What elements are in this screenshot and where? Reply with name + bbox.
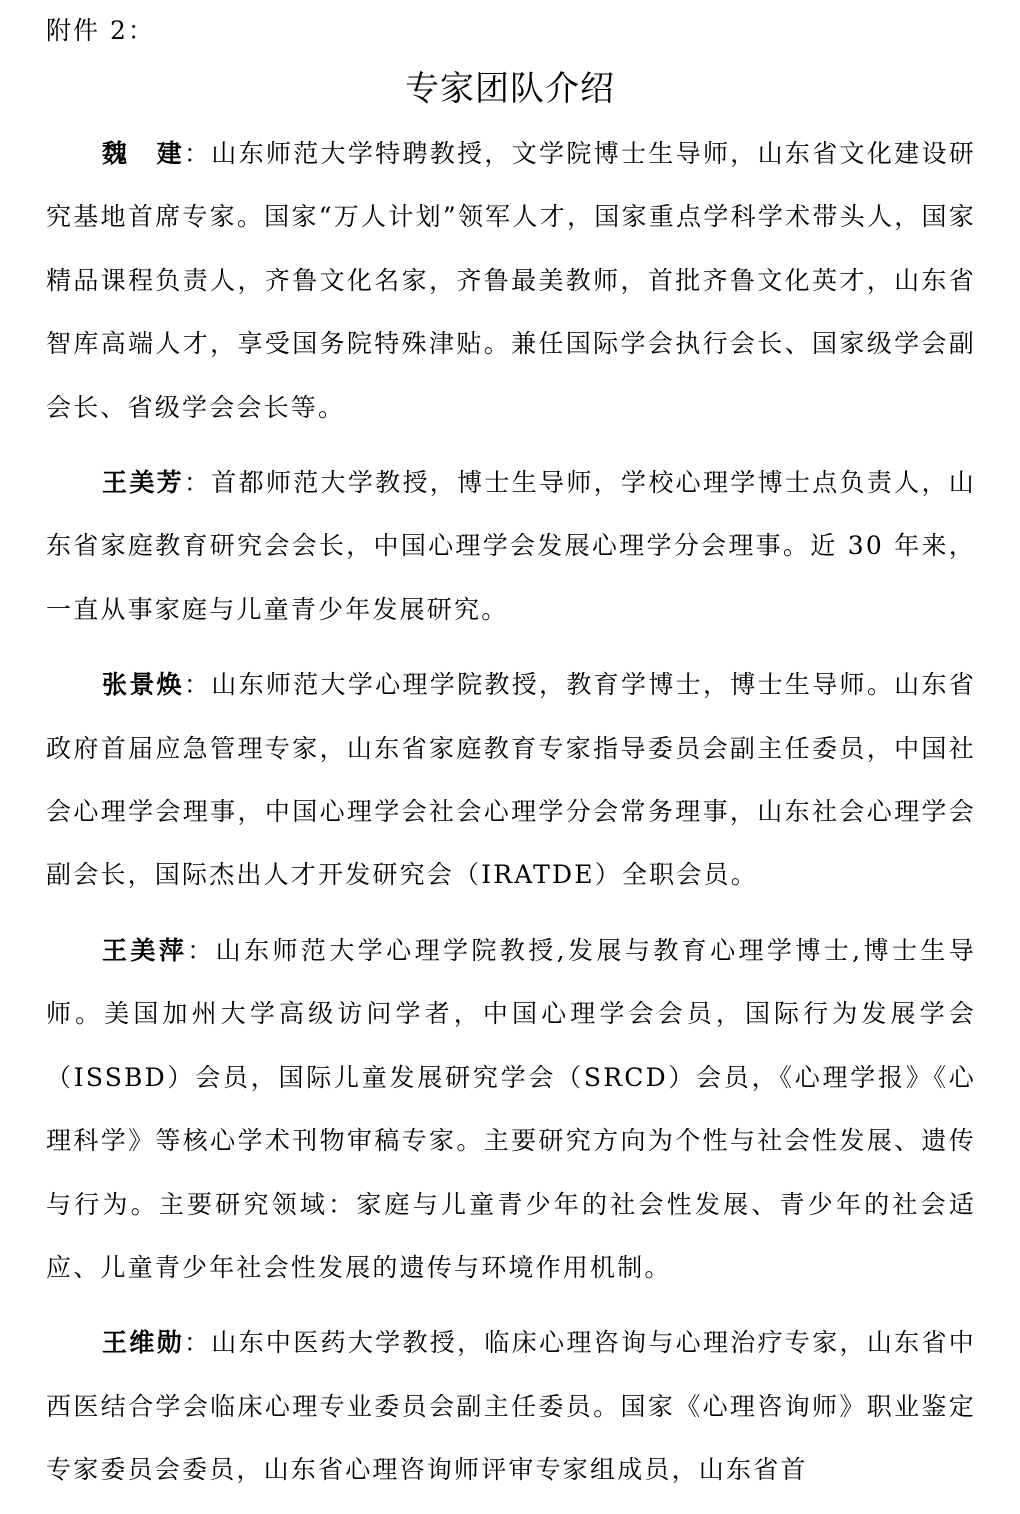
expert-name: 张景焕: [102, 670, 184, 700]
expert-description: ：山东中医药大学教授，临床心理咨询与心理治疗专家，山东省中西医结合学会临床心理专业委员会副主任委员。国家《心理咨询师》职业鉴定专家委员会委员，山东省心理咨询师评审专家组成员，山东省首: [46, 1328, 976, 1485]
expert-name: 王美萍: [102, 935, 188, 965]
attachment-label: 附件 2：: [46, 16, 155, 45]
bio-paragraph-wei-jian: [46, 122, 976, 439]
bio-paragraph-wang-meiping: [46, 919, 976, 1299]
expert-description: ：山东师范大学心理学院教授,发展与教育心理学博士,博士生导师。美国加州大学高级访问学者，中国心理学会会员，国际行为发展学会（ISSBD）会员，国际儿童发展研究学会（SRCD）会员，《心理学报》《心理科学》等核心学术刊物审稿专家。主要研究方向为个性与社会性发展、遗传与行为。主要研究领域：家庭与儿童青少年的社会性发展、青少年的社会适应、儿童青少年社会性发展的遗传与环境作用机制。: [46, 935, 976, 1282]
expert-description: ：首都师范大学教授，博士生导师，学校心理学博士点负责人，山东省家庭教育研究会会长，中国心理学会发展心理学分会理事。近 30 年来，一直从事家庭与儿童青少年发展研究。: [46, 468, 976, 624]
expert-name: 王维勋: [102, 1328, 184, 1358]
document-body: [46, 122, 976, 1514]
page-title: 专家团队介绍: [405, 69, 615, 109]
expert-description: ：山东师范大学特聘教授，文学院博士生导师，山东省文化建设研究基地首席专家。国家“万人计划”领军人才，国家重点学科学术带头人，国家精品课程负责人，齐鲁文化名家，齐鲁最美教师，首批齐鲁文化英才，山东省智库高端人才，享受国务院特殊津贴。兼任国际学会执行会长、国家级学会副会长、省级学会会长等。: [46, 139, 976, 422]
bio-paragraph-zhang-jinghuan: [46, 653, 976, 907]
bio-paragraph-wang-weixun: [46, 1311, 976, 1501]
expert-description: ：山东师范大学心理学院教授，教育学博士，博士生导师。山东省政府首届应急管理专家，山东省家庭教育专家指导委员会副主任委员，中国社会心理学会理事，中国心理学会社会心理学分会常务理事，山东社会心理学会副会长，国际杰出人才开发研究会（IRATDE）全职会员。: [46, 670, 976, 890]
expert-name: 魏 建: [102, 139, 184, 168]
expert-name: 王美芳: [102, 468, 184, 498]
bio-paragraph-wang-meifang: [46, 451, 976, 641]
